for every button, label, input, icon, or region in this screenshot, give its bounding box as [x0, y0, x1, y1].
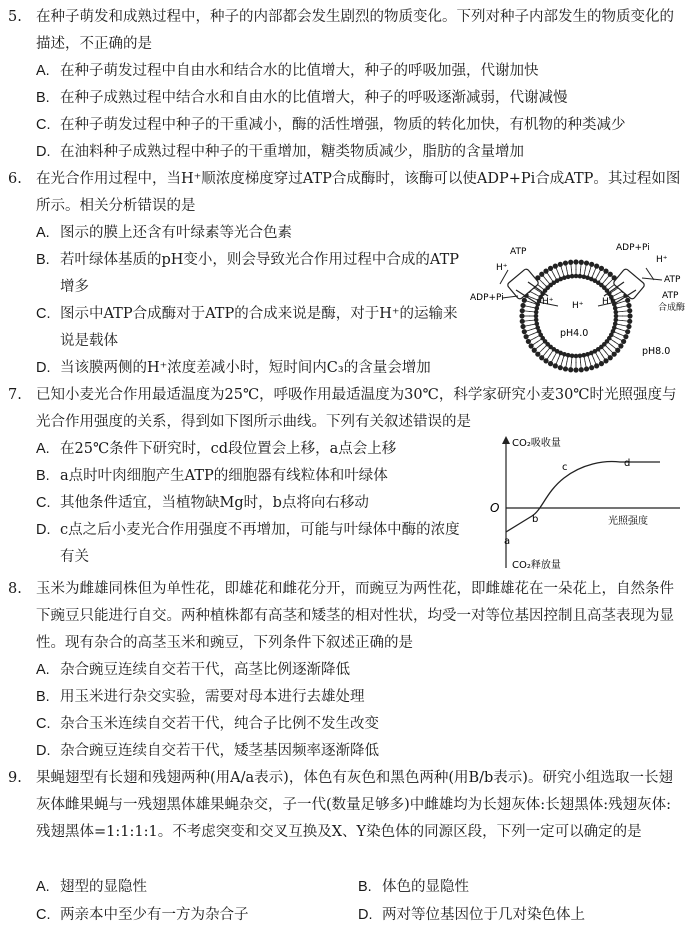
option-letter: D. [36, 522, 51, 538]
lipid-tail [603, 348, 606, 352]
lipid-head [578, 274, 583, 279]
option-text: 若叶绿体基质的pH变小，则会导致光合作用过程中合成的ATP增多 [60, 252, 460, 295]
lipid-head [534, 318, 539, 323]
lipid-tail [608, 343, 612, 346]
lipid-tail [543, 283, 547, 287]
lipid-tail [596, 353, 598, 357]
option-letter: C. [36, 907, 51, 923]
option-letter: D. [36, 743, 51, 759]
option-9d [358, 902, 585, 929]
lipid-head [548, 361, 553, 366]
lipid-tail [616, 328, 621, 329]
label-y-bottom: CO₂释放量 [512, 560, 561, 571]
lipid-head [566, 274, 571, 279]
lipid-head [558, 262, 563, 267]
option-text: 杂合豌豆连续自交若干代，高茎比例逐渐降低 [60, 662, 350, 678]
option-text: 在油料种子成熟过程中种子的干重增加，糖类物质减少，脂肪的含量增加 [60, 144, 524, 160]
lipid-tail [530, 307, 535, 308]
label-atp-top-left: ATP [510, 247, 527, 257]
option-5a [36, 58, 539, 85]
lipid-head [568, 367, 573, 372]
lipid-head [589, 365, 594, 370]
option-text: 翅型的显隐性 [60, 879, 147, 895]
option-letter: C. [36, 716, 51, 732]
lipid-head [553, 264, 558, 269]
lipid-head [520, 303, 525, 308]
label-point-b: b [532, 514, 539, 525]
question-stem: 果蝇翅型有长翅和残翅两种(用A/a表示)，体色有灰色和黑色两种(用B/b表示)。研究小组选取一长翅灰体雌果蝇与一残翅黑体雄果蝇杂交，子一代(数量足够多)中雌雄均为长翅灰体:长翅黑体:残翅灰体:残翅黑体=1:1:1:1。不考虑突变和交叉互换及X、Y染色体的同源区段，下列一定可以确定的是 [36, 770, 673, 840]
lipid-head [563, 366, 568, 371]
lipid-head [579, 260, 584, 265]
label-y-top: CO₂吸收量 [512, 438, 561, 449]
lipid-head [599, 361, 604, 366]
lipid-head [594, 363, 599, 368]
label-point-d: d [624, 458, 631, 469]
lipid-head [599, 266, 604, 271]
option-letter: D. [36, 144, 51, 160]
question-stem: 在光合作用过程中，当H⁺顺浓度梯度穿过ATP合成酶时，该酶可以使ADP+Pi合成ATP。其过程如图所示。相关分析错误的是 [36, 171, 681, 214]
lipid-tail [615, 332, 620, 334]
lipid-tail [615, 298, 620, 300]
lipid-head [524, 334, 529, 339]
lipid-head [563, 260, 568, 265]
question-9 [8, 765, 684, 846]
option-6c [36, 301, 464, 355]
option-letter: D. [36, 360, 51, 376]
option-letter: C. [36, 495, 51, 511]
option-8a [36, 657, 350, 684]
option-text: 在种子萌发过程中自由水和结合水的比值增大，种子的呼吸加强，代谢加快 [60, 63, 539, 79]
lipid-head [625, 298, 630, 303]
lipid-head [548, 266, 553, 271]
question-stem: 已知小麦光合作用最适温度为25℃，呼吸作用最适温度为30℃，科学家研究小麦30℃时光照强度与光合作用强度的关系，得到如下图所示曲线。下列有关叙述错误的是 [36, 387, 677, 430]
option-letter: D. [358, 907, 373, 923]
lipid-head [584, 366, 589, 371]
lipid-tail [543, 346, 547, 350]
lipid-tail [546, 348, 549, 352]
lipid-tail [584, 270, 585, 275]
option-letter: C. [36, 117, 51, 133]
lipid-head [570, 274, 575, 279]
lipid-tail [533, 332, 538, 334]
label-ph-outside: pH8.0 [642, 346, 671, 357]
lipid-tail [540, 343, 544, 346]
lipid-tail [567, 357, 568, 362]
lipid-tail [535, 336, 539, 338]
label-atp-synthase-1: ATP [662, 291, 679, 301]
lipid-head [574, 354, 579, 359]
lipid-tail [535, 294, 539, 296]
question-number: 8. [8, 581, 22, 597]
lipid-tail [550, 277, 553, 281]
option-6d [36, 355, 431, 382]
option-letter: B. [358, 879, 372, 895]
lipid-head [614, 318, 619, 323]
option-9c [36, 902, 249, 929]
option-text: 体色的显隐性 [382, 879, 469, 895]
lipid-head [543, 269, 548, 274]
label-atp-right: ATP [664, 275, 681, 285]
label-h-top-right: H⁺ [656, 255, 668, 265]
option-6a [36, 220, 292, 247]
label-point-c: c [562, 462, 568, 473]
option-text: 其他条件适宜，当植物缺Mg时，b点将向右移动 [60, 495, 369, 511]
option-7d [36, 517, 466, 571]
option-letter: A. [36, 441, 50, 457]
lipid-head [627, 319, 632, 324]
question-stem: 玉米为雌雄同株但为单性花，即雄花和雌花分开，而豌豆为两性花，即雌雄花在一朵花上，自然条件下豌豆只能进行自交。两种植株都有高茎和矮茎的相对性状，均受一对等位基因控制且高茎表现为显性。现有杂合的高茎玉米和豌豆，下列条件下叙述正确的是 [36, 581, 674, 651]
option-7b [36, 463, 388, 490]
lipid-head [582, 353, 587, 358]
lipid-head [614, 314, 619, 319]
option-8d [36, 738, 379, 765]
option-9b [358, 874, 469, 901]
label-atp-synthase-2: 合成酶 [658, 303, 686, 313]
question-7 [8, 382, 684, 436]
option-text: 杂合玉米连续自交若干代，纯合子比例不发生改变 [60, 716, 379, 732]
lipid-head [584, 260, 589, 265]
lipid-head [625, 329, 630, 334]
lipid-tail [588, 356, 589, 361]
label-h-inner-left: H⁺ [542, 297, 554, 307]
option-letter: A. [36, 63, 50, 79]
option-letter: A. [36, 662, 50, 678]
thylakoid-diagram [466, 238, 690, 376]
label-h-inner-mid: H⁺ [572, 301, 584, 311]
lipid-tail [617, 307, 622, 308]
option-7c [36, 490, 369, 517]
option-text: 在种子萌发过程中种子的干重减小，酶的活性增强，物质的转化加快，有机物的种类减少 [60, 117, 626, 133]
light-response-curve [484, 432, 684, 574]
lipid-head [534, 310, 539, 315]
option-9a [36, 874, 147, 901]
lipid-head [614, 310, 619, 315]
lipid-head [626, 324, 631, 329]
lipid-head [526, 339, 531, 344]
lipid-head [613, 306, 618, 311]
lipid-head [603, 269, 608, 274]
lipid-tail [558, 273, 560, 278]
question-6 [8, 166, 684, 220]
lipid-tail [584, 357, 585, 362]
lipid-head [558, 365, 563, 370]
lipid-tail [603, 280, 606, 284]
question-number: 6. [8, 171, 22, 187]
lipid-head [579, 367, 584, 372]
arrow-icon [502, 296, 518, 298]
option-8c [36, 711, 379, 738]
lipid-tail [554, 353, 556, 357]
option-text: 杂合豌豆连续自交若干代，矮茎基因频率逐渐降低 [60, 743, 379, 759]
lipid-tail [562, 356, 563, 361]
lipid-head [627, 308, 632, 313]
arrow-icon [642, 278, 662, 280]
option-6b [36, 247, 464, 301]
question-8 [8, 576, 684, 657]
label-ph-inside: pH4.0 [560, 328, 589, 339]
lipid-head [519, 313, 524, 318]
lipid-head [627, 313, 632, 318]
lipid-tail [608, 286, 612, 289]
label-point-a: a [504, 536, 511, 547]
lipid-head [594, 264, 599, 269]
lipid-tail [613, 336, 617, 338]
lipid-tail [588, 271, 589, 276]
lipid-head [568, 260, 573, 265]
lipid-head [626, 303, 631, 308]
question-number: 7. [8, 387, 22, 403]
option-text: 在种子成熟过程中结合水和自由水的比值增大，种子的呼吸逐渐减弱，代谢减慢 [60, 90, 568, 106]
lipid-tail [567, 270, 568, 275]
lipid-head [621, 339, 626, 344]
lipid-tail [596, 275, 598, 279]
lipid-tail [592, 355, 594, 360]
y-axis-arrow-icon [502, 436, 510, 444]
lipid-tail [613, 294, 617, 296]
option-letter: B. [36, 90, 50, 106]
lipid-tail [530, 324, 535, 325]
question-number: 9. [8, 770, 22, 786]
option-letter: B. [36, 468, 50, 484]
lipid-tail [599, 277, 602, 281]
lipid-head [534, 322, 539, 327]
label-h-inner-right: H⁺ [602, 297, 614, 307]
question-stem: 在种子萌发和成熟过程中，种子的内部都会发生剧烈的物质变化。下列对种子内部发生的物质变化的描述，不正确的是 [36, 9, 674, 52]
option-text: 图示的膜上还含有叶绿素等光合色素 [60, 225, 292, 241]
lipid-head [570, 354, 575, 359]
option-text: 当该膜两侧的H⁺浓度差减小时，短时间内C₃的含量会增加 [60, 360, 431, 376]
lipid-tail [606, 283, 610, 287]
label-x-axis: 光照强度 [608, 516, 648, 527]
option-text: 图示中ATP合成酶对于ATP的合成来说是酶，对于H⁺的运输来说是载体 [60, 306, 458, 349]
lipid-head [543, 358, 548, 363]
question-5 [8, 4, 684, 58]
lipid-head [553, 363, 558, 368]
lipid-tail [537, 339, 541, 342]
label-adp-pi-left: ADP+Pi [470, 293, 504, 303]
option-text: 在25℃条件下研究时，cd段位置会上移，a点会上移 [60, 441, 397, 457]
option-letter: A. [36, 879, 50, 895]
lipid-tail [606, 346, 610, 350]
lipid-head [574, 274, 579, 279]
lipid-head [520, 324, 525, 329]
option-text: 两对等位基因位于几对染色体上 [382, 907, 585, 923]
option-5c [36, 112, 626, 139]
lipid-tail [558, 355, 560, 360]
lipid-tail [592, 273, 594, 278]
lipid-tail [617, 324, 622, 325]
option-letter: A. [36, 225, 50, 241]
lipid-head [578, 354, 583, 359]
lipid-head [522, 298, 527, 303]
lipid-head [573, 259, 578, 264]
option-5d [36, 139, 524, 166]
lipid-head [522, 329, 527, 334]
lipid-head [529, 343, 534, 348]
lipid-tail [531, 328, 536, 329]
lipid-tail [562, 271, 563, 276]
lipid-head [623, 334, 628, 339]
label-adp-pi-top-right: ADP+Pi [616, 243, 650, 253]
option-7a [36, 436, 396, 463]
option-5b [36, 85, 568, 112]
option-text: a点时叶肉细胞产生ATP的细胞器有线粒体和叶绿体 [60, 468, 388, 484]
option-text: c点之后小麦光合作用强度不再增加，可能与叶绿体中酶的浓度有关 [60, 522, 460, 565]
option-text: 两亲本中至少有一方为杂合子 [60, 907, 249, 923]
label-h-left: H⁺ [496, 263, 508, 273]
lipid-head [589, 262, 594, 267]
lipid-tail [533, 298, 538, 300]
lipid-tail [611, 339, 615, 342]
lipid-tail [540, 286, 544, 289]
lipid-tail [550, 351, 553, 355]
lipid-head [520, 319, 525, 324]
question-number: 5. [8, 9, 22, 25]
option-letter: C. [36, 306, 51, 322]
lipid-head [618, 343, 623, 348]
option-letter: B. [36, 689, 50, 705]
lipid-tail [546, 280, 549, 284]
lipid-tail [599, 351, 602, 355]
option-letter: B. [36, 252, 50, 268]
lipid-head [534, 314, 539, 319]
lipid-head [573, 367, 578, 372]
lipid-tail [554, 275, 556, 279]
lipid-head [520, 308, 525, 313]
label-origin: O [490, 501, 500, 515]
membrane-vesicle [519, 259, 632, 372]
option-text: 用玉米进行杂交实验，需要对母本进行去雄处理 [60, 689, 365, 705]
option-8b [36, 684, 365, 711]
lipid-head [603, 358, 608, 363]
